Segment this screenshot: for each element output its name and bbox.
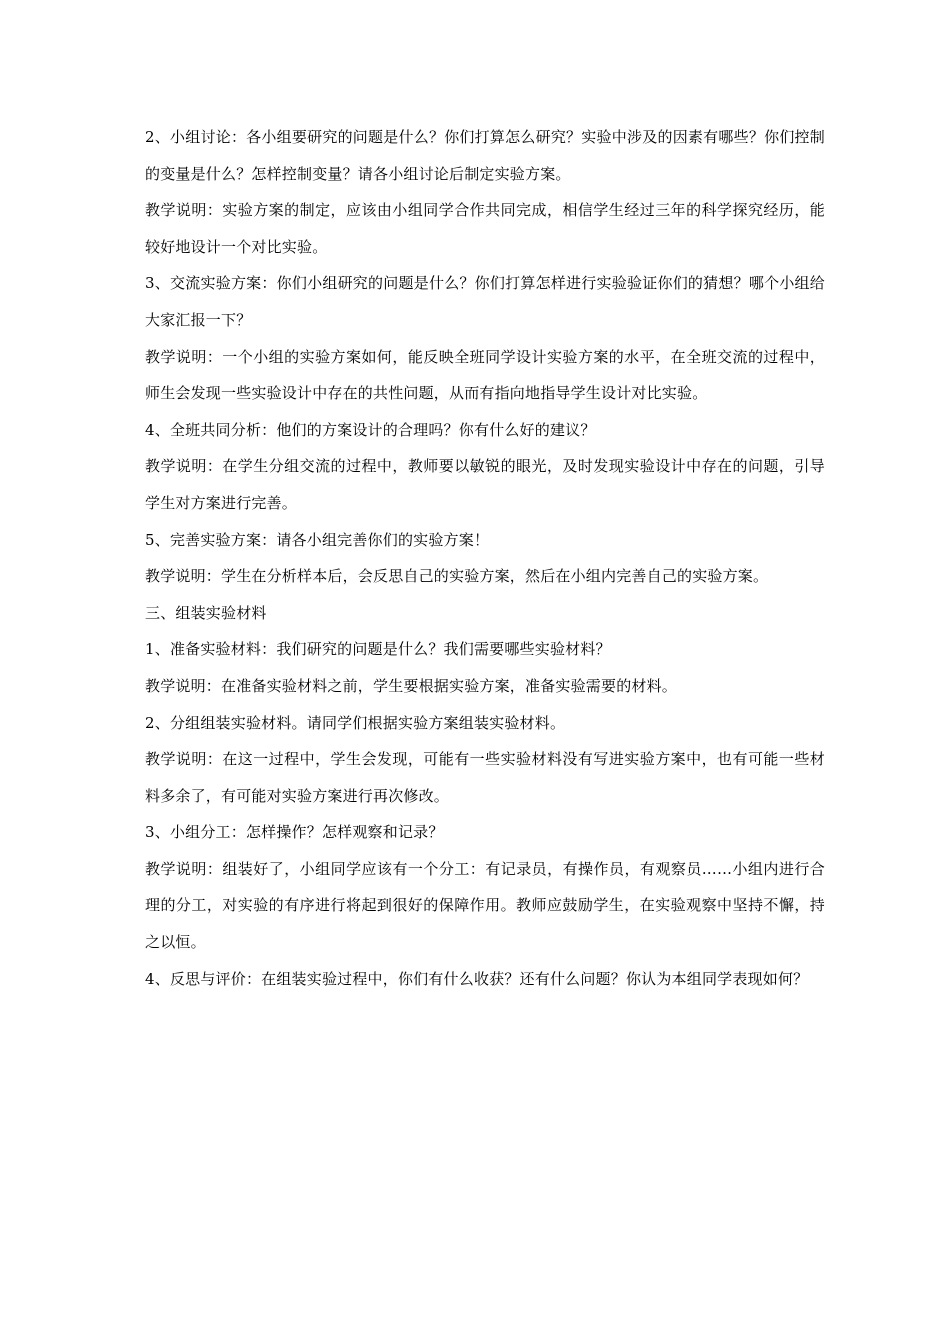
paragraph-group-roles: 3、小组分工：怎样操作？怎样观察和记录？	[145, 823, 444, 842]
paragraph-class-analysis: 4、全班共同分析：他们的方案设计的合理吗？你有什么好的建议？	[145, 420, 596, 439]
document-body	[145, 119, 825, 997]
section-heading-assemble-materials: 三、组装实验材料	[145, 603, 267, 622]
paragraph-teaching-note-2: 教学说明：一个小组的实验方案如何，能反映全班同学设计实验方案的水平，在全班交流的过程中，师生会发现一些实验设计中存在的共性问题，从而有指向地指导学生设计对比实验。	[145, 347, 825, 403]
paragraph-group-discussion: 2、小组讨论：各小组要研究的问题是什么？你们打算怎么研究？实验中涉及的因素有哪些？你们控制的变量是什么？怎样控制变量？请各小组讨论后制定实验方案。	[145, 128, 825, 183]
paragraph-teaching-note-6: 教学说明：在这一过程中，学生会发现，可能有一些实验材料没有写进实验方案中，也有可能一些材料多余了，有可能对实验方案进行再次修改。	[145, 750, 825, 805]
paragraph-teaching-note-7: 教学说明：组装好了，小组同学应该有一个分工：有记录员，有操作员，有观察员……小组内进行合理的分工，对实验的有序进行将起到很好的保障作用。教师应鼓励学生，在实验观察中坚持不懈，持之以恒。	[145, 859, 825, 952]
paragraph-exchange-plan: 3、交流实验方案：你们小组研究的问题是什么？你们打算怎样进行实验验证你们的猜想？哪个小组给大家汇报一下？	[145, 274, 825, 329]
paragraph-group-assembly: 2、分组组装实验材料。请同学们根据实验方案组装实验材料。	[145, 713, 566, 732]
paragraph-teaching-note-5: 教学说明：在准备实验材料之前，学生要根据实验方案，准备实验需要的材料。	[145, 676, 678, 695]
paragraph-refine-plan: 5、完善实验方案：请各小组完善你们的实验方案！	[145, 530, 490, 549]
paragraph-teaching-note-4: 教学说明：学生在分析样本后，会反思自己的实验方案，然后在小组内完善自己的实验方案。	[145, 567, 769, 586]
paragraph-reflection: 4、反思与评价：在组装实验过程中，你们有什么收获？还有什么问题？你认为本组同学表现如何？	[145, 969, 809, 988]
paragraph-teaching-note-3: 教学说明：在学生分组交流的过程中，教师要以敏锐的眼光，及时发现实验设计中存在的问题，引导学生对方案进行完善。	[145, 457, 825, 512]
paragraph-teaching-note-1: 教学说明：实验方案的制定，应该由小组同学合作共同完成，相信学生经过三年的科学探究经历，能较好地设计一个对比实验。	[145, 201, 825, 256]
paragraph-prepare-materials: 1、准备实验材料：我们研究的问题是什么？我们需要哪些实验材料？	[145, 640, 611, 659]
